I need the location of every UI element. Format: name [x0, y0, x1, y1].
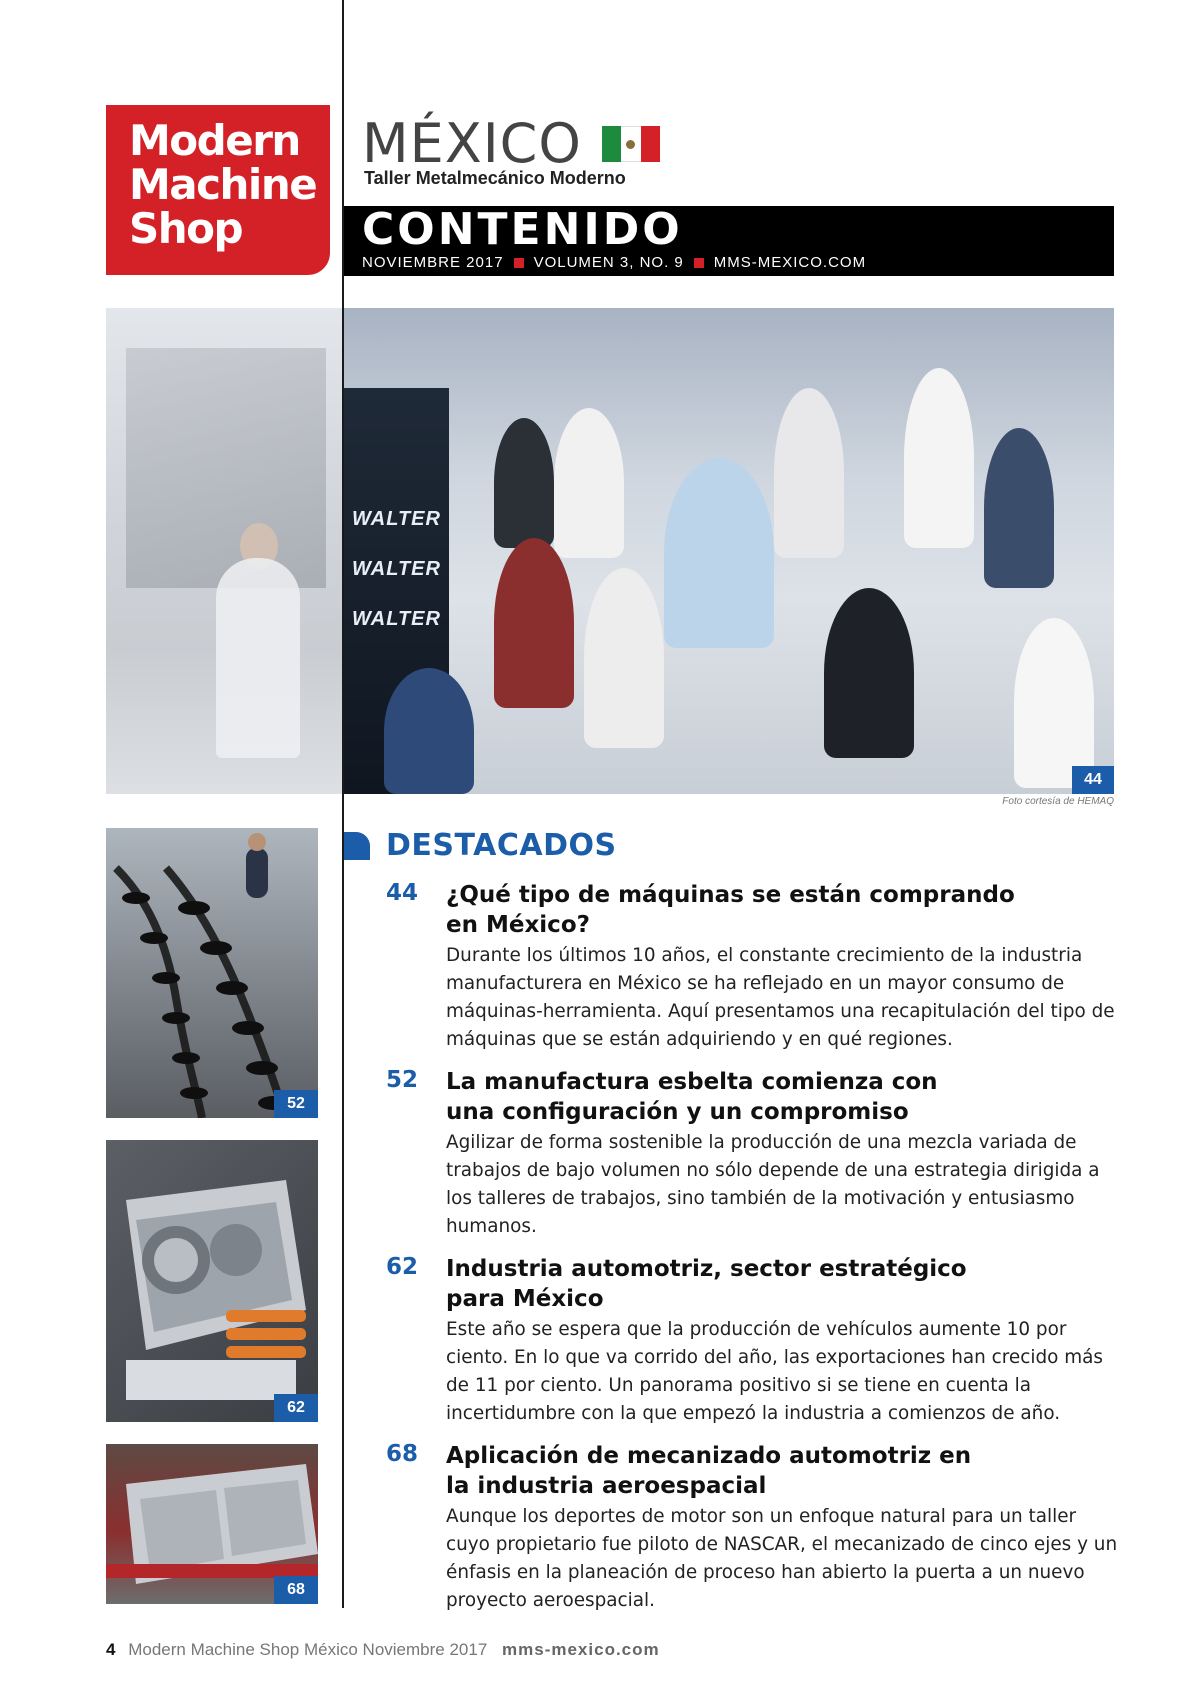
- article-item[interactable]: [386, 1254, 1116, 1424]
- edition-title: [362, 114, 660, 174]
- hero-photo-faded: [106, 308, 342, 794]
- separator-square-icon: [514, 258, 524, 268]
- article-page-number: 68: [386, 1441, 419, 1467]
- contents-title: CONTENIDO: [362, 204, 683, 255]
- article-summary: Aunque los deportes de motor son un enfoque natural para un taller cuyo propietario fue piloto de NASCAR, el mecanizado de cinco ejes y un énfasis en la planeación de proceso han abierto la puerta a un nuevo proyecto aeroespacial.: [446, 1506, 1118, 1611]
- footer-page-number: 4: [106, 1640, 116, 1659]
- section-tab-icon: [344, 832, 370, 860]
- booth-sign-1: WALTER: [352, 508, 441, 530]
- article-thumbnail-68[interactable]: [106, 1444, 318, 1604]
- contents-header-bar: [344, 206, 1114, 276]
- thumbnail-page-badge-52: 52: [274, 1090, 318, 1118]
- page-footer: [106, 1640, 660, 1660]
- footer-publication: Modern Machine Shop México Noviembre 2017: [128, 1640, 488, 1659]
- issue-info: [362, 254, 866, 271]
- article-item[interactable]: [386, 1441, 1116, 1611]
- logo-line-3: Shop: [129, 204, 243, 253]
- issue-date: NOVIEMBRE 2017: [362, 254, 504, 271]
- thumbnail-page-badge-68: 68: [274, 1576, 318, 1604]
- footer-url[interactable]: mms-mexico.com: [502, 1640, 660, 1659]
- thumbnail-page-badge-62: 62: [274, 1394, 318, 1422]
- separator-square-icon: [694, 258, 704, 268]
- logo-line-1: Modern: [129, 116, 300, 165]
- edition-country: MÉXICO: [362, 112, 582, 175]
- article-page-number: 62: [386, 1254, 419, 1280]
- transmission-cutaway-image: [106, 1140, 318, 1422]
- mexico-flag-icon: [602, 126, 660, 162]
- booth-sign-2: WALTER: [352, 558, 441, 580]
- photo-credit: Foto cortesía de HEMAQ: [1002, 796, 1114, 807]
- mms-logo[interactable]: [106, 105, 330, 275]
- article-title[interactable]: Aplicación de mecanizado automotriz en la industria aeroespacial: [446, 1443, 972, 1499]
- article-summary: Este año se espera que la producción de vehículos aumente 10 por ciento. En lo que va corrido del año, las exportaciones han crecido más de 11 por ciento. Un panorama positivo si se tiene en cuenta la incertidumbre con la que empezó la industria a comienzos de año.: [446, 1319, 1103, 1424]
- screw-shafts-image: [106, 828, 318, 1118]
- article-thumbnail-62[interactable]: [106, 1140, 318, 1422]
- article-summary: Durante los últimos 10 años, el constante crecimiento de la industria manufacturera en México se ha reflejado en un mayor consumo de máquinas-herramienta. Aquí presentamos una recapitulación del tipo de máquinas que se están adquiriendo y en qué regiones.: [446, 945, 1115, 1050]
- issue-volume: VOLUMEN 3, NO. 9: [533, 254, 684, 271]
- issue-website[interactable]: MMS-MEXICO.COM: [713, 254, 867, 271]
- edition-subtitle: Taller Metalmecánico Moderno: [364, 168, 626, 188]
- article-title[interactable]: ¿Qué tipo de máquinas se están comprando en México?: [446, 882, 1015, 938]
- article-summary: Agilizar de forma sostenible la producción de una mezcla variada de trabajos de bajo volumen no sólo depende de una estrategia dirigida a los talleres de trabajos, sino también de la motivación y entusiasmo humanos.: [446, 1132, 1100, 1237]
- section-title: DESTACADOS: [386, 828, 617, 863]
- article-item[interactable]: [386, 1067, 1116, 1237]
- article-item[interactable]: [386, 880, 1116, 1050]
- article-title[interactable]: Industria automotriz, sector estratégico para México: [446, 1256, 967, 1312]
- hero-photo[interactable]: [344, 308, 1114, 794]
- article-page-number: 52: [386, 1067, 419, 1093]
- article-thumbnail-52[interactable]: [106, 828, 318, 1118]
- logo-line-2: Machine: [129, 160, 317, 209]
- hero-page-badge: 44: [1072, 766, 1114, 794]
- article-page-number: 44: [386, 880, 419, 906]
- booth-sign-3: WALTER: [352, 608, 441, 630]
- article-title[interactable]: La manufactura esbelta comienza con una configuración y un compromiso: [446, 1069, 938, 1125]
